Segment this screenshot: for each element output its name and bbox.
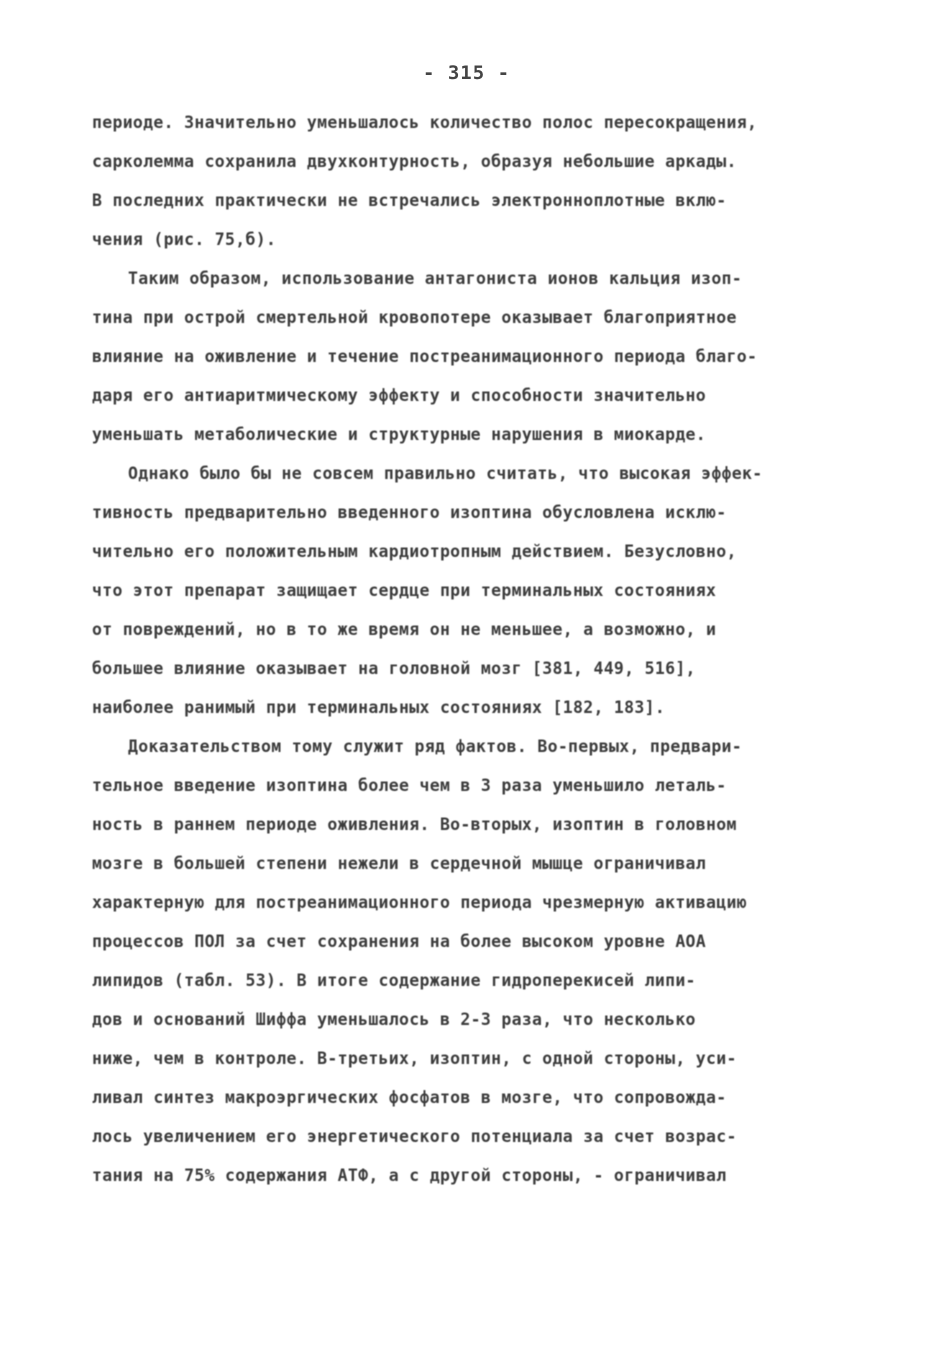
text-line: ливал синтез макроэргических фосфатов в мозге, что сопровожда- (92, 1088, 727, 1107)
text-line: ность в раннем периоде оживления. Во-вторых, изоптин в головном (92, 815, 737, 834)
page-number: - 315 - (422, 62, 511, 84)
text-line: тания на 75% содержания АТФ, а с другой стороны, - ограничивал (92, 1166, 727, 1185)
text-line: тина при острой смертельной кровопотере оказывает благоприятное (92, 308, 737, 327)
text-line: Однако было бы не совсем правильно считать, что высокая эффек- (128, 464, 763, 483)
text-line: В последних практически не встречались электронноплотные вклю- (92, 191, 727, 210)
text-line: Таким образом, использование антагониста ионов кальция изоп- (128, 269, 743, 288)
text-line: уменьшать метаболические и структурные нарушения в миокарде. (92, 425, 707, 444)
text-line: периоде. Значительно уменьшалось количество полос пересокращения, (92, 113, 758, 132)
text-line: дов и оснований Шиффа уменьшалось в 2-3 раза, что несколько (92, 1010, 696, 1029)
text-line: лось увеличением его энергетического потенциала за счет возрас- (92, 1127, 737, 1146)
body-text (92, 108, 852, 1200)
text-line: Доказательством тому служит ряд фактов. Во-первых, предвари- (128, 737, 743, 756)
text-line: чения (рис. 75,б). (92, 230, 277, 249)
text-line: от повреждений, но в то же время он не меньшее, а возможно, и (92, 620, 717, 639)
text-line: процессов ПОЛ за счет сохранения на более высоком уровне АОА (92, 932, 707, 951)
text-line: липидов (табл. 53). В итоге содержание гидроперекисей липи- (92, 971, 696, 990)
text-line: тивность предварительно введенного изоптина обусловлена исклю- (92, 503, 727, 522)
text-line: большее влияние оказывает на головной мозг [381, 449, 516], (92, 659, 696, 678)
text-line: сарколемма сохранила двухконтурность, образуя небольшие аркады. (92, 152, 737, 171)
text-line: тельное введение изоптина более чем в 3 раза уменьшило леталь- (92, 776, 727, 795)
text-line: наиболее ранимый при терминальных состояниях [182, 183]. (92, 698, 666, 717)
text-line: чительно его положительным кардиотропным действием. Безусловно, (92, 542, 737, 561)
text-line: характерную для постреанимационного периода чрезмерную активацию (92, 893, 747, 912)
text-line: ниже, чем в контроле. В-третьих, изоптин, с одной стороны, уси- (92, 1049, 737, 1068)
text-line: мозге в большей степени нежели в сердечной мышце ограничивал (92, 854, 707, 873)
text-line: даря его антиаритмическому эффекту и способности значительно (92, 386, 707, 405)
text-line: что этот препарат защищает сердце при терминальных состояниях (92, 581, 717, 600)
text-line: влияние на оживление и течение постреанимационного периода благо- (92, 347, 758, 366)
